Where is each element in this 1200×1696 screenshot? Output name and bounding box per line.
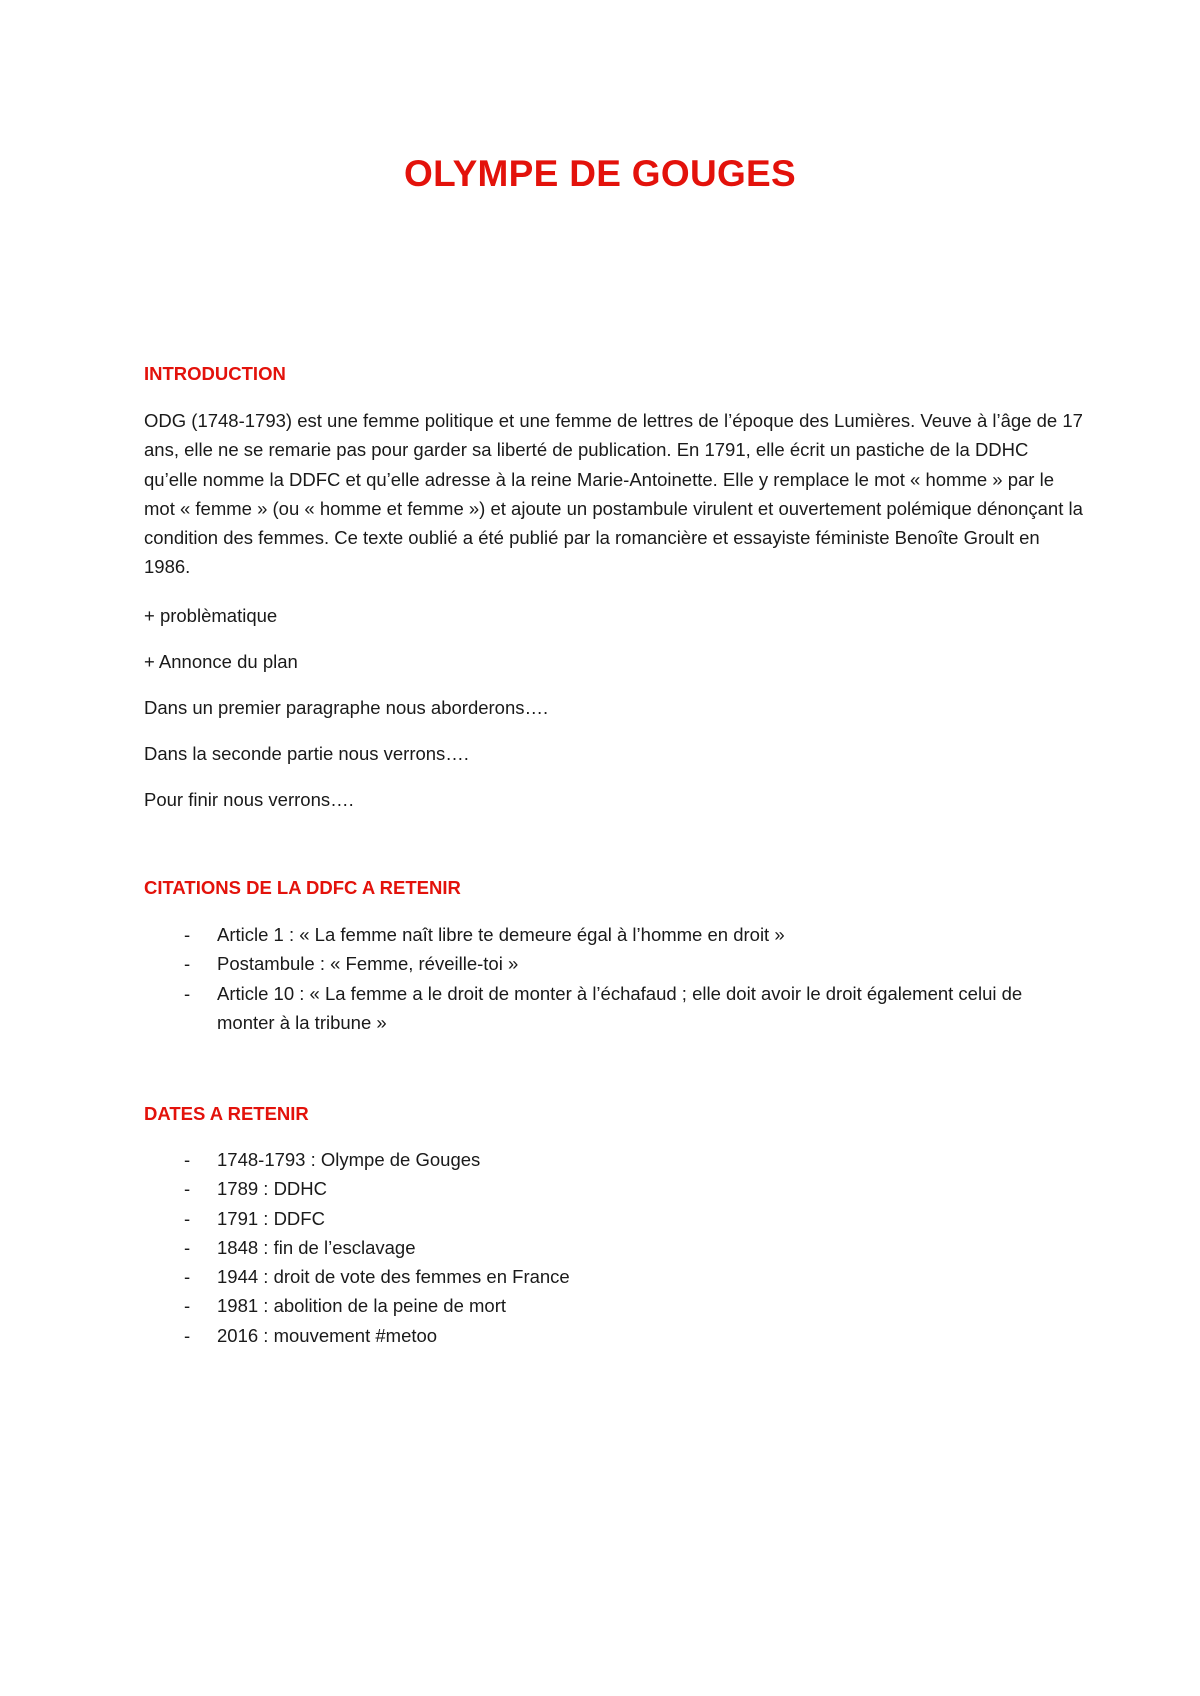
- list-item: [144, 1174, 1084, 1203]
- date-text: 1748-1793 : Olympe de Gouges: [217, 1149, 481, 1170]
- intro-line-premier-paragraphe: Dans un premier paragraphe nous aborderons….: [144, 697, 549, 718]
- introduction-paragraph: ODG (1748-1793) est une femme politique et une femme de lettres de l’époque des Lumières. Veuve à l’âge de 17 ans, elle ne se remarie pas pour garder sa liberté de publication. En 1791, elle écrit un pastiche de la DDHC qu’elle nomme la DDFC et qu’elle adresse à la reine Marie-Antoinette. Elle y remplace le mot « homme » par le mot « femme » (ou « homme et femme ») et ajoute un postambule virulent et ouvertement polémique dénonçant la condition des femmes. Ce texte oublié a été publié par la romancière et essayiste féministe Benoîte Groult en 1986.: [144, 410, 1083, 578]
- bullet-dash: -: [184, 1207, 191, 1229]
- list-item: [144, 1233, 1084, 1262]
- citation-text: Article 1 : « La femme naît libre te demeure égal à l’homme en droit »: [217, 924, 785, 945]
- intro-line-annonce-plan: + Annonce du plan: [144, 651, 298, 672]
- bullet-dash: -: [184, 1236, 191, 1258]
- date-text: 1981 : abolition de la peine de mort: [217, 1295, 507, 1317]
- list-item: [144, 1204, 1084, 1233]
- dates-list: [144, 1145, 1084, 1350]
- list-item: [144, 920, 1084, 949]
- list-item: [144, 979, 1084, 1038]
- citations-heading: CITATIONS DE LA DDFC A RETENIR: [144, 877, 461, 898]
- date-text: 1944 : droit de vote des femmes en France: [217, 1266, 570, 1288]
- date-text: 1791 : DDFC: [217, 1207, 325, 1229]
- citation-text: Article 10 : « La femme a le droit de monter à l’échafaud ; elle doit avoir le droit également celui de monter à la tribune »: [217, 982, 1023, 1033]
- page-title: OLYMPE DE GOUGES: [403, 153, 797, 194]
- bullet-dash: -: [184, 1266, 191, 1288]
- list-item: [144, 949, 1084, 978]
- list-item: [144, 1291, 1084, 1320]
- introduction-heading: INTRODUCTION: [144, 363, 286, 384]
- bullet-dash: -: [184, 924, 191, 945]
- dates-heading: DATES A RETENIR: [144, 1103, 309, 1124]
- bullet-dash: -: [184, 982, 191, 1004]
- citations-list: [144, 920, 1084, 1037]
- date-text: 1789 : DDHC: [217, 1178, 328, 1200]
- bullet-dash: -: [184, 1178, 191, 1200]
- intro-line-seconde-partie: Dans la seconde partie nous verrons….: [144, 743, 469, 764]
- citation-text: Postambule : « Femme, réveille-toi »: [217, 953, 519, 975]
- intro-line-problematique: + problèmatique: [144, 605, 278, 626]
- list-item: [144, 1262, 1084, 1291]
- list-item: [144, 1321, 1084, 1350]
- bullet-dash: -: [184, 1149, 191, 1170]
- intro-line-pour-finir: Pour finir nous verrons….: [144, 789, 354, 810]
- list-item: [144, 1145, 1084, 1174]
- date-text: 1848 : fin de l’esclavage: [217, 1236, 416, 1258]
- date-text: 2016 : mouvement #metoo: [217, 1324, 438, 1346]
- bullet-dash: -: [184, 953, 191, 975]
- bullet-dash: -: [184, 1295, 191, 1317]
- bullet-dash: -: [184, 1324, 191, 1346]
